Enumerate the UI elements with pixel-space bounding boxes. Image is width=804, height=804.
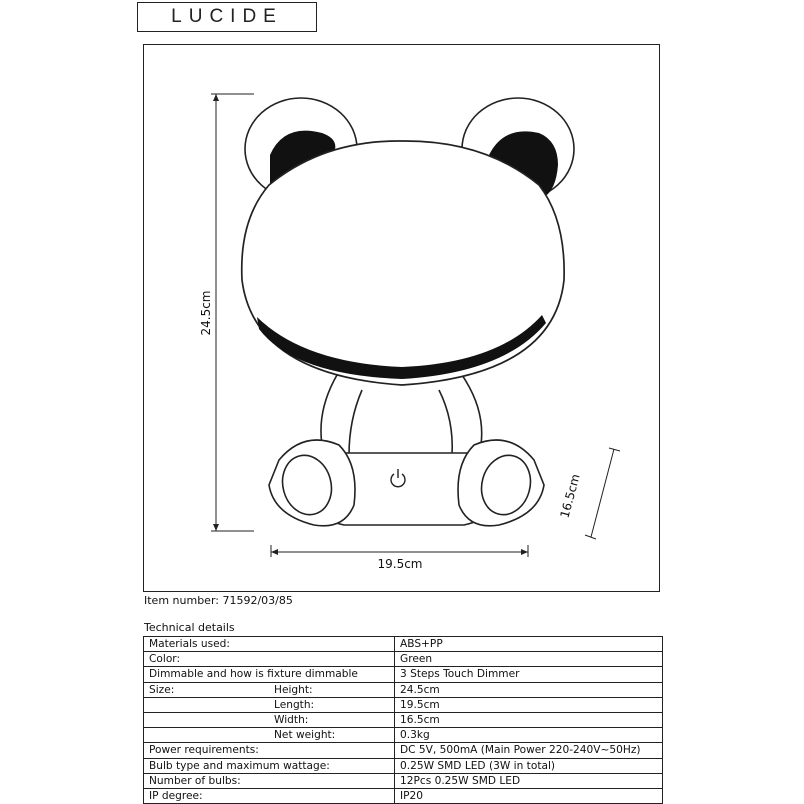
spec-value: 24.5cm	[395, 682, 663, 697]
spec-value: 12Pcs 0.25W SMD LED	[395, 773, 663, 788]
spec-value: ABS+PP	[395, 637, 663, 652]
item-number-label: Item number:	[144, 594, 219, 607]
spec-value: 0.3kg	[395, 728, 663, 743]
table-row	[144, 667, 663, 682]
item-number-line	[144, 594, 293, 607]
brand-logo: LUCIDE	[137, 2, 317, 32]
table-row	[144, 788, 663, 803]
right-leg-inner-line	[439, 390, 452, 455]
spec-sublabel: Net weight:	[274, 729, 336, 742]
table-row	[144, 758, 663, 773]
table-row	[144, 637, 663, 652]
spec-label: Materials used:	[149, 638, 230, 651]
spec-label: Dimmable and how is fixture dimmable	[149, 668, 358, 681]
spec-label: Number of bulbs:	[149, 774, 241, 787]
frog-lamp-drawing	[144, 45, 661, 593]
spec-value: 0.25W SMD LED (3W in total)	[395, 758, 663, 773]
length-dimension-label: 19.5cm	[377, 557, 423, 571]
spec-sublabel: Height:	[274, 683, 313, 696]
table-row	[144, 728, 663, 743]
table-row	[144, 697, 663, 712]
spec-value: Green	[395, 652, 663, 667]
width-dimension-line	[591, 449, 614, 537]
spec-value: 3 Steps Touch Dimmer	[395, 667, 663, 682]
spec-label: Bulb type and maximum wattage:	[149, 759, 330, 772]
height-dimension-label: 24.5cm	[199, 290, 213, 336]
table-row	[144, 743, 663, 758]
table-row	[144, 712, 663, 727]
table-row	[144, 773, 663, 788]
product-drawing-frame	[143, 44, 660, 592]
spec-sublabel: Length:	[274, 698, 315, 711]
width-dimension-label: 16.5cm	[557, 472, 583, 520]
left-leg-inner-line	[349, 390, 362, 455]
spec-sublabel: Width:	[274, 713, 309, 726]
technical-details-title: Technical details	[144, 621, 235, 634]
table-row	[144, 682, 663, 697]
spec-value: 16.5cm	[395, 712, 663, 727]
spec-label: Power requirements:	[149, 744, 259, 757]
spec-label: IP degree:	[149, 789, 203, 802]
spec-label: Color:	[149, 653, 181, 666]
table-row	[144, 652, 663, 667]
spec-value: IP20	[395, 788, 663, 803]
item-number-value: 71592/03/85	[222, 594, 293, 607]
spec-value: 19.5cm	[395, 697, 663, 712]
spec-label: Size:	[149, 683, 175, 696]
spec-value: DC 5V, 500mA (Main Power 220-240V~50Hz)	[395, 743, 663, 758]
technical-details-table	[143, 636, 663, 804]
